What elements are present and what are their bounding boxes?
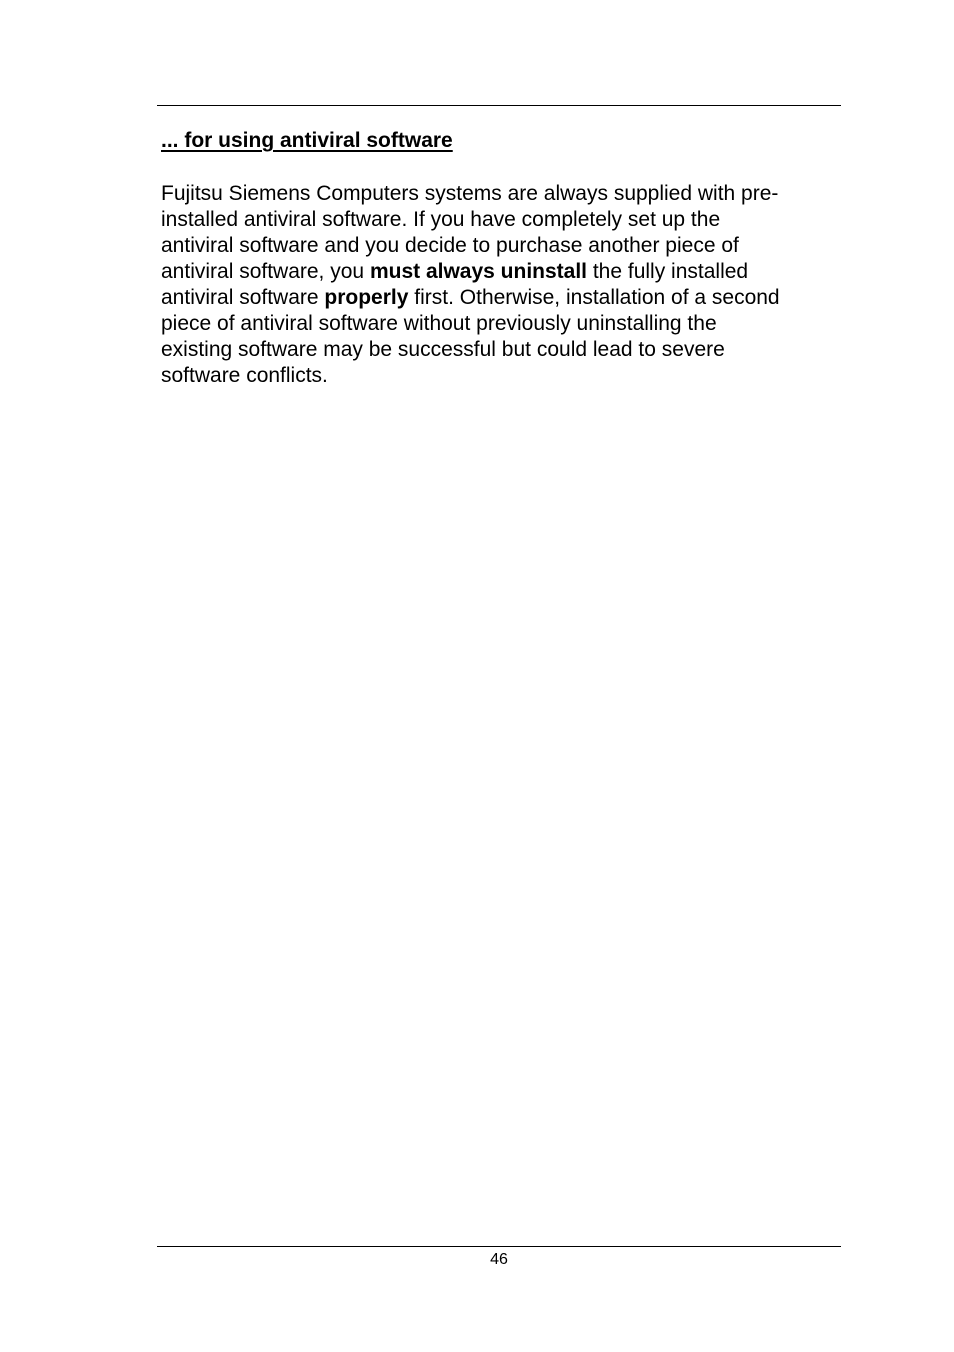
paragraph-text: first. Otherwise, installation of a second [408,286,780,309]
paragraph-line: installed antiviral software. If you have completely set up the [161,208,721,231]
paragraph-line: antiviral software and you decide to purchase another piece of [161,234,739,257]
section-heading: ... for using antiviral software [161,129,453,152]
paragraph-line: existing software may be successful but could lead to severe [161,338,725,361]
paragraph-line [161,285,841,311]
header-rule [157,105,841,106]
page-number: 46 [490,1251,508,1268]
paragraph-line: piece of antiviral software without previously uninstalling the [161,312,717,335]
paragraph-line: software conflicts. [161,364,328,387]
footer-rule [157,1246,841,1247]
paragraph-text: the fully installed [587,260,749,283]
paragraph-line: Fujitsu Siemens Computers systems are always supplied with pre- [161,182,779,205]
emphasis-text: properly [324,286,409,309]
emphasis-text: must always uninstall [369,260,588,283]
body-paragraph [161,181,841,389]
paragraph-text: antiviral software, you [161,260,370,283]
paragraph-text: antiviral software [161,286,325,309]
paragraph-line [161,259,841,285]
main-content [161,128,841,389]
